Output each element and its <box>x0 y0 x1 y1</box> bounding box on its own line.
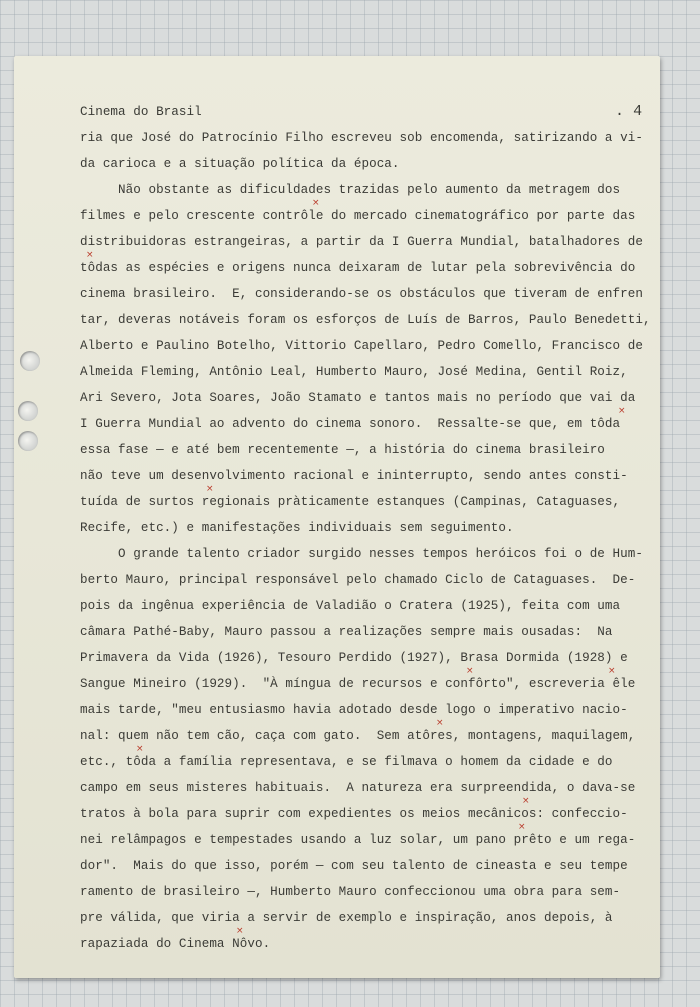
text-line: pre válida, que viria a servir de exemplo e inspiração, anos depois, à <box>80 911 613 925</box>
text-line: não teve um desenvolvimento racional e ininterrupto, sendo antes consti- <box>80 469 628 483</box>
text-line: tuída de surtos regionais pràticamente estanques (Campinas, Cataguases, <box>80 495 621 509</box>
text-line: tratos à bola para suprir com expedientes os meios mecânicos: confeccio- <box>80 807 628 821</box>
text-line: essa fase — e até bem recentemente —, a história do cinema brasileiro <box>80 443 605 457</box>
text-line: Recife, etc.) e manifestações individuais sem seguimento. <box>80 521 514 535</box>
text-line: da carioca e a situação política da época. <box>80 157 400 171</box>
text-line: Almeida Fleming, Antônio Leal, Humberto Mauro, José Medina, Gentil Roiz, <box>80 365 628 379</box>
text-line: câmara Pathé-Baby, Mauro passou a realizações sempre mais ousadas: Na <box>80 625 613 639</box>
binder-hole-middle <box>18 401 38 421</box>
text-line: rapaziada do Cinema Nôvo. <box>80 937 271 951</box>
text-line: ramento de brasileiro —, Humberto Mauro confeccionou uma obra para sem- <box>80 885 621 899</box>
correction-mark-icon: × <box>236 926 244 936</box>
text-line: ria que José do Patrocínio Filho escreveu sob encomenda, satirizando a vi- <box>80 131 643 145</box>
correction-mark-icon: × <box>206 484 214 494</box>
correction-mark-icon: × <box>518 822 526 832</box>
correction-mark-icon: × <box>522 796 530 806</box>
text-line: O grande talento criador surgido nesses tempos heróicos foi o de Hum- <box>80 547 643 561</box>
correction-mark-icon: × <box>436 718 444 728</box>
correction-mark-icon: × <box>608 666 616 676</box>
text-line: Ari Severo, Jota Soares, João Stamato e tantos mais no período que vai da <box>80 391 636 405</box>
text-line: pois da ingênua experiência de Valadião o Cratera (1925), feita com uma <box>80 599 621 613</box>
text-line: filmes e pelo crescente contrôle do mercado cinematográfico por parte das <box>80 209 636 223</box>
text-line: I Guerra Mundial ao advento do cinema sonoro. Ressalte-se que, em tôda <box>80 417 621 431</box>
binder-hole-top <box>20 351 40 371</box>
text-line: campo em seus misteres habituais. A natureza era surpreendida, o dava-se <box>80 781 636 795</box>
text-line: tar, deveras notáveis foram os esforços de Luís de Barros, Paulo Benedetti, <box>80 313 651 327</box>
text-line: Sangue Mineiro (1929). "À míngua de recursos e confôrto", escreveria êle <box>80 677 636 691</box>
text-line: dor". Mais do que isso, porém — com seu talento de cineasta e seu tempe <box>80 859 628 873</box>
running-header: Cinema do Brasil <box>80 105 202 119</box>
text-line: nei relâmpagos e tempestades usando a luz solar, um pano prêto e um rega- <box>80 833 636 847</box>
binder-hole-bottom <box>18 431 38 451</box>
text-line: Alberto e Paulino Botelho, Vittorio Capellaro, Pedro Comello, Francisco de <box>80 339 643 353</box>
text-line: cinema brasileiro. E, considerando-se os obstáculos que tiveram de enfren <box>80 287 643 301</box>
correction-mark-icon: × <box>136 744 144 754</box>
text-line: nal: quem não tem cão, caça com gato. Sem atôres, montagens, maquilagem, <box>80 729 636 743</box>
text-line: Primavera da Vida (1926), Tesouro Perdido (1927), Brasa Dormida (1928) e <box>80 651 628 665</box>
correction-mark-icon: × <box>466 666 474 676</box>
correction-mark-icon: × <box>312 198 320 208</box>
text-line: etc., tôda a família representava, e se filmava o homem da cidade e do <box>80 755 613 769</box>
text-line: berto Mauro, principal responsável pelo chamado Ciclo de Cataguases. De- <box>80 573 636 587</box>
text-line: Não obstante as dificuldades trazidas pelo aumento da metragem dos <box>80 183 621 197</box>
text-line: distribuidoras estrangeiras, a partir da I Guerra Mundial, batalhadores de <box>80 235 643 249</box>
correction-mark-icon: × <box>86 250 94 260</box>
text-line: tôdas as espécies e origens nunca deixaram de lutar pela sobrevivência do <box>80 261 636 275</box>
correction-mark-icon: × <box>618 406 626 416</box>
page-number: . 4 <box>615 103 643 120</box>
text-line: mais tarde, "meu entusiasmo havia adotado desde logo o imperativo nacio- <box>80 703 628 717</box>
